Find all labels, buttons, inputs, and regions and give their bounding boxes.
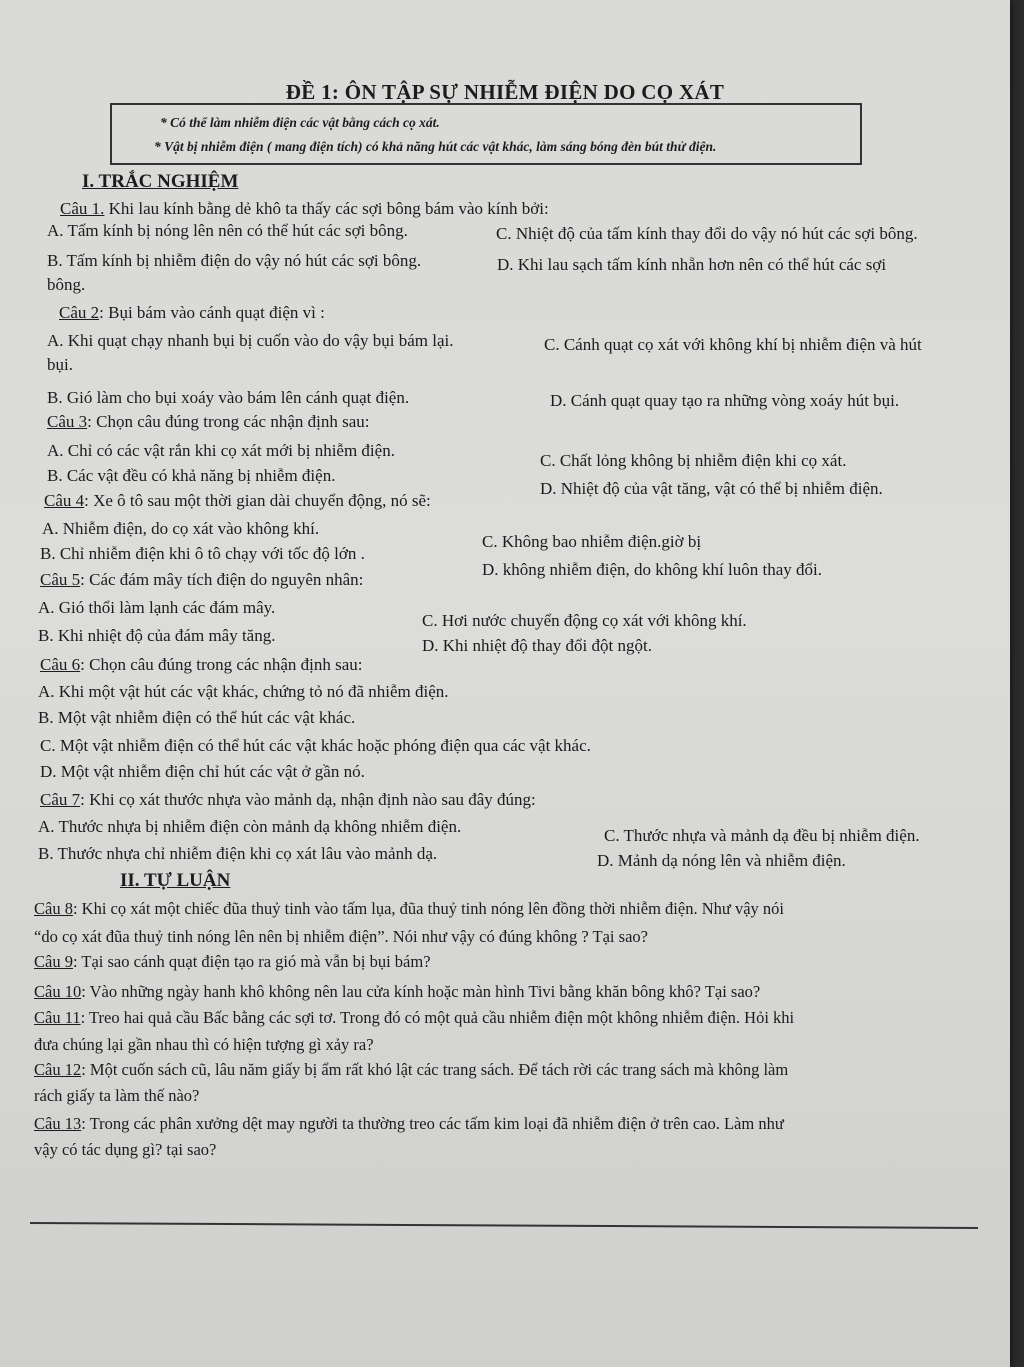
answer-option: A. Khi một vật hút các vật khác, chứng tỏ nó đã nhiễm điện.: [38, 682, 449, 701]
question-text: : Xe ô tô sau một thời gian dài chuyển động, nó sẽ:: [84, 491, 431, 510]
question-label: Câu 13: [34, 1114, 82, 1133]
question-text: : Bụi bám vào cánh quạt điện vì :: [99, 303, 325, 322]
answer-option: D. không nhiễm điện, do không khí luôn thay đổi.: [482, 560, 822, 579]
answer-option-continued: bụi.: [47, 355, 73, 374]
question-text: : Các đám mây tích điện do nguyên nhân:: [80, 570, 364, 589]
question-text-continued: rách giấy ta làm thế nào?: [34, 1086, 200, 1105]
question-1: [60, 200, 549, 217]
answer-option: B. Gió làm cho bụi xoáy vào bám lên cánh quạt điện.: [47, 388, 410, 407]
question-text: : Khi cọ xát thước nhựa vào mảnh dạ, nhận định nào sau đây đúng:: [80, 790, 536, 809]
question-text-continued: vậy có tác dụng gì? tại sao?: [34, 1140, 217, 1159]
answer-option: B. Chỉ nhiễm điện khi ô tô chạy với tốc độ lớn .: [40, 544, 365, 563]
question-text: : Một cuốn sách cũ, lâu năm giấy bị ẩm rất khó lật các trang sách. Để tách rời các trang sách mà không làm: [81, 1060, 789, 1079]
question-label: Câu 8: [34, 899, 73, 918]
question-label: Câu 7: [40, 790, 81, 809]
question-8: [34, 901, 784, 918]
question-label: Câu 3: [47, 412, 88, 431]
question-text-continued: đưa chúng lại gần nhau thì có hiện tượng gì xảy ra?: [34, 1035, 374, 1054]
answer-option: C. Chất lỏng không bị nhiễm điện khi cọ xát.: [540, 451, 847, 470]
answer-option: C. Hơi nước chuyển động cọ xát với không khí.: [422, 611, 747, 630]
question-label: Câu 11: [34, 1008, 81, 1027]
question-text-continued: “do cọ xát đũa thuỷ tinh nóng lên nên bị nhiễm điện”. Nói như vậy có đúng không ? Tại sao?: [34, 927, 648, 946]
question-text: : Khi cọ xát một chiếc đũa thuỷ tinh vào tấm lụa, đũa thuỷ tinh nóng lên đồng thời nhiễm điện. Như vậy nói: [72, 899, 784, 918]
answer-option-continued: bông.: [47, 275, 86, 294]
answer-option: A. Khi quạt chạy nhanh bụi bị cuốn vào do vậy bụi bám lại.: [47, 331, 454, 350]
question-10: [34, 984, 760, 1001]
question-label: Câu 10: [34, 982, 82, 1001]
answer-option: A. Tấm kính bị nóng lên nên có thể hút các sợi bông.: [47, 221, 408, 240]
answer-option: D. Khi nhiệt độ thay đổi đột ngột.: [422, 636, 652, 655]
note-line: * Vật bị nhiễm điện ( mang điện tích) có khả năng hút các vật khác, làm sáng bóng đèn bút thử điện.: [154, 139, 717, 154]
question-4: [44, 492, 431, 509]
answer-option: D. Một vật nhiễm điện chỉ hút các vật ở gần nó.: [40, 762, 365, 781]
answer-option: C. Thước nhựa và mảnh dạ đều bị nhiễm điện.: [604, 826, 920, 845]
answer-option: B. Khi nhiệt độ của đám mây tăng.: [38, 626, 276, 645]
section-heading-essay: II. TỰ LUẬN: [120, 870, 231, 891]
answer-option: A. Chỉ có các vật rắn khi cọ xát mới bị nhiễm điện.: [47, 441, 395, 460]
question-text: : Chọn câu đúng trong các nhận định sau:: [80, 655, 363, 674]
answer-option: D. Cánh quạt quay tạo ra những vòng xoáy hút bụi.: [550, 391, 900, 410]
answer-option: D. Khi lau sạch tấm kính nhẵn hơn nên có thể hút các sợi: [497, 255, 887, 274]
question-6: [40, 656, 362, 673]
question-5: [40, 571, 363, 588]
answer-option: C. Một vật nhiễm điện có thể hút các vật khác hoặc phóng điện qua các vật khác.: [40, 736, 591, 755]
answer-option: A. Thước nhựa bị nhiễm điện còn mảnh dạ không nhiễm điện.: [38, 817, 462, 836]
answer-option: D. Nhiệt độ của vật tăng, vật có thể bị nhiễm điện.: [540, 479, 883, 498]
answer-option: B. Các vật đều có khả năng bị nhiễm điện.: [47, 466, 336, 485]
answer-option: C. Cánh quạt cọ xát với không khí bị nhiễm điện và hút: [544, 335, 922, 354]
question-12: [34, 1062, 788, 1079]
question-7: [40, 791, 536, 808]
answer-option: B. Thước nhựa chỉ nhiễm điện khi cọ xát lâu vào mảnh dạ.: [38, 844, 438, 863]
question-text: : Trong các phân xưởng dệt may người ta thường treo các tấm kim loại đã nhiễm điện ở trên cao. Làm như: [81, 1114, 784, 1133]
question-11: [34, 1010, 794, 1027]
question-text: : Vào những ngày hanh khô không nên lau cửa kính hoặc màn hình Tivi bằng khăn bông khô? Tại sao?: [81, 982, 761, 1001]
question-label: Câu 9: [34, 952, 73, 971]
question-label: Câu 1.: [60, 199, 105, 218]
answer-option: A. Nhiễm điện, do cọ xát vào không khí.: [42, 519, 320, 538]
bottom-divider: [30, 1222, 978, 1229]
note-line: * Có thể làm nhiễm điện các vật bằng cách cọ xát.: [160, 115, 440, 130]
question-label: Câu 2: [59, 303, 100, 322]
section-heading-multiple-choice: I. TRẮC NGHIỆM: [82, 171, 239, 192]
question-label: Câu 4: [44, 491, 85, 510]
question-label: Câu 6: [40, 655, 81, 674]
answer-option: B. Tấm kính bị nhiễm điện do vậy nó hút các sợi bông.: [47, 251, 422, 270]
page-title: ĐỀ 1: ÔN TẬP SỰ NHIỄM ĐIỆN DO CỌ XÁT: [285, 80, 725, 104]
question-text: : Tại sao cánh quạt điện tạo ra gió mà vẫn bị bụi bám?: [72, 952, 431, 971]
question-text: Khi lau kính bằng dẻ khô ta thấy các sợi bông bám vào kính bởi:: [104, 199, 549, 218]
question-13: [34, 1116, 784, 1133]
answer-option: B. Một vật nhiễm điện có thể hút các vật khác.: [38, 708, 356, 727]
question-3: [47, 413, 369, 430]
answer-option: A. Gió thổi làm lạnh các đám mây.: [38, 598, 276, 617]
answer-option: D. Mảnh dạ nóng lên và nhiễm điện.: [597, 851, 846, 870]
answer-option: C. Không bao nhiễm điện.giờ bị: [482, 532, 702, 551]
question-text: : Chọn câu đúng trong các nhận định sau:: [87, 412, 370, 431]
question-9: [34, 954, 431, 971]
question-text: : Treo hai quả cầu Bấc bằng các sợi tơ. Trong đó có một quả cầu nhiễm điện một không nhiễm điện. Hỏi khi: [80, 1008, 795, 1027]
answer-option: C. Nhiệt độ của tấm kính thay đổi do vậy nó hút các sợi bông.: [496, 224, 918, 243]
question-label: Câu 5: [40, 570, 81, 589]
question-label: Câu 12: [34, 1060, 82, 1079]
question-2: [59, 304, 325, 321]
notes-box: [110, 103, 862, 165]
